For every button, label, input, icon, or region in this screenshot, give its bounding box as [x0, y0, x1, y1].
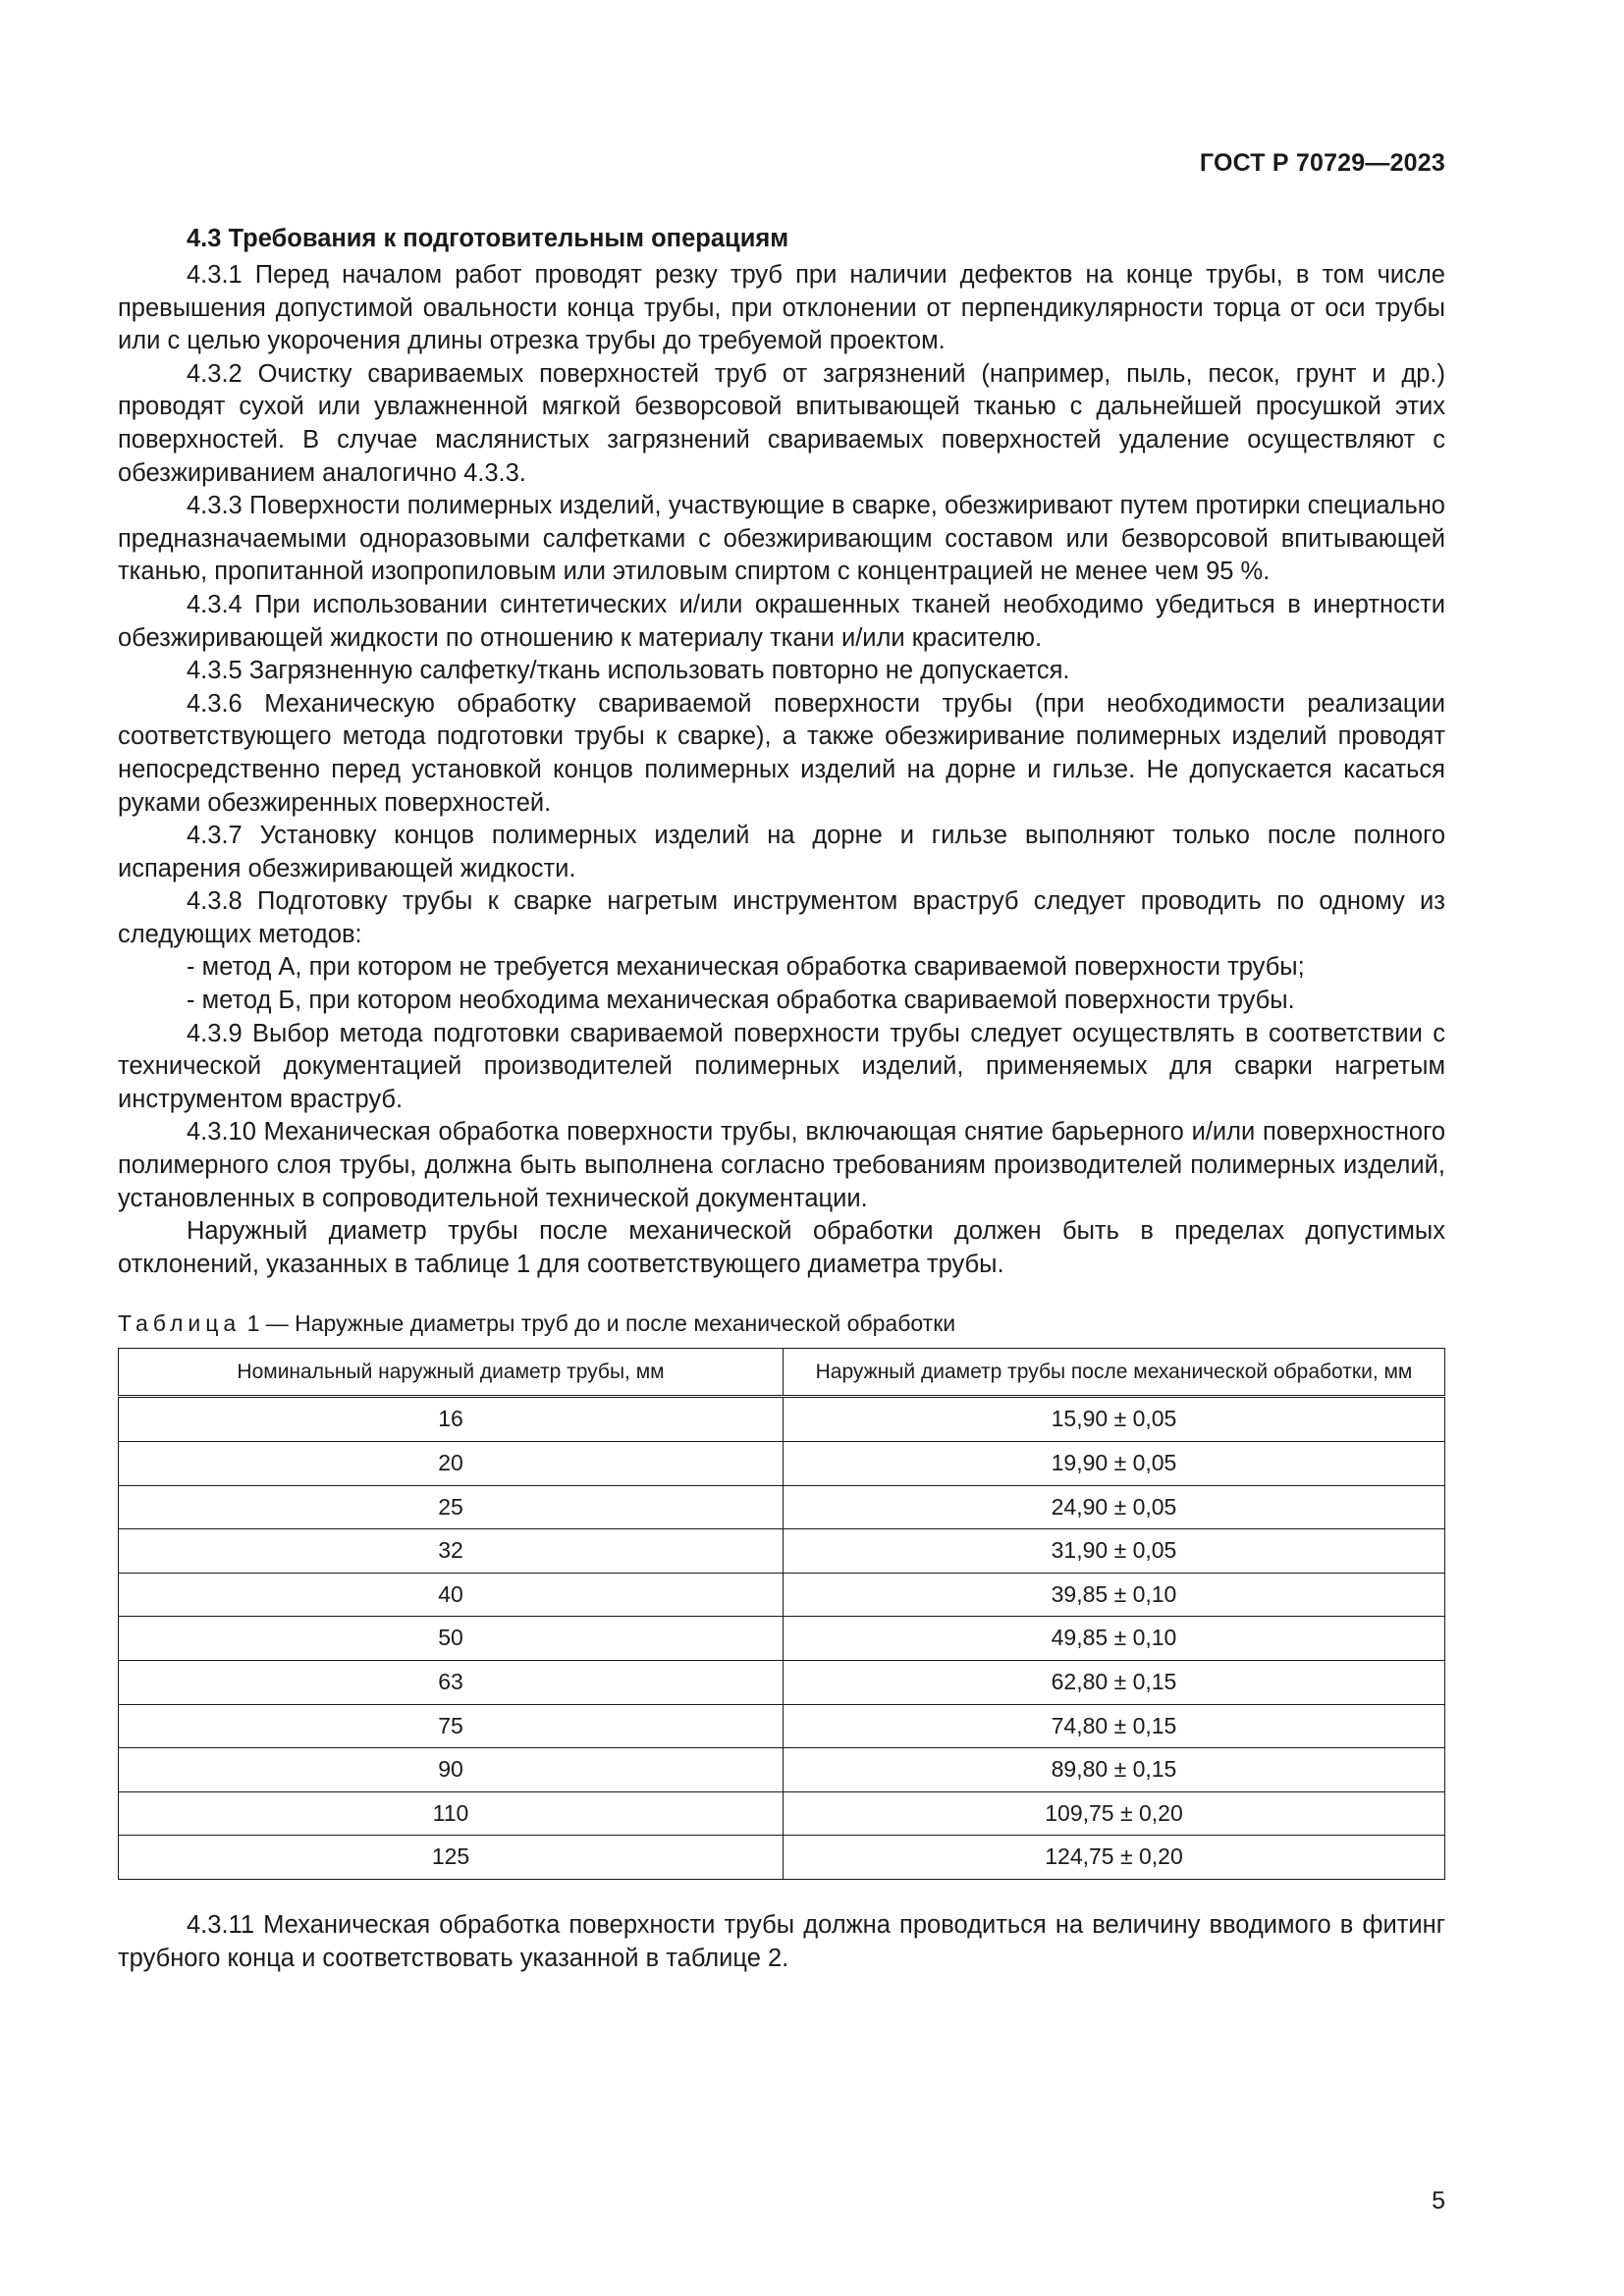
page-number: 5 — [1432, 2187, 1445, 2215]
table-row — [119, 1397, 1445, 1442]
cell-machined: 39,85 ± 0,10 — [784, 1573, 1445, 1617]
paragraph-4-3-7: 4.3.7 Установку концов полимерных изделий на дорне и гильзе выполняют только после полного испарения обезжиривающей жидкости. — [118, 822, 1445, 882]
cell-machined: 31,90 ± 0,05 — [784, 1529, 1445, 1574]
cell-nominal: 110 — [119, 1791, 784, 1836]
cell-nominal: 20 — [119, 1442, 784, 1486]
cell-machined: 74,80 ± 0,15 — [784, 1704, 1445, 1748]
cell-nominal: 25 — [119, 1485, 784, 1529]
cell-nominal: 75 — [119, 1704, 784, 1748]
paragraph-4-3-10: 4.3.10 Механическая обработка поверхности трубы, включающая снятие барьерного и/или поверхностного полимерного слоя трубы, должна быть выполнена согласно требованиям производителей полимерных изделий, установленных в сопроводительной технической документации. — [118, 1118, 1445, 1212]
table-row — [119, 1836, 1445, 1880]
table-row — [119, 1442, 1445, 1486]
table-caption-label: Таблица — [118, 1310, 242, 1337]
table-header-row — [119, 1349, 1445, 1397]
cell-nominal: 32 — [119, 1529, 784, 1574]
list-item-method-b: - метод Б, при котором необходима механическая обработка свариваемой поверхности трубы. — [187, 987, 1295, 1015]
paragraph-4-3-3: 4.3.3 Поверхности полимерных изделий, участвующие в сварке, обезжиривают путем протирки специально предназначаемыми одноразовыми салфетками с обезжиривающим составом или безворсовой впитывающей тканью, пропитанной изопропиловым или этиловым спиртом с концентрацией не менее чем 95 %. — [118, 492, 1445, 586]
paragraph-4-3-10-continued: Наружный диаметр трубы после механической обработки должен быть в пределах допустимых отклонений, указанных в таблице 1 для соответствующего диаметра трубы. — [118, 1217, 1445, 1278]
paragraph-4-3-5: 4.3.5 Загрязненную салфетку/ткань использовать повторно не допускается. — [187, 657, 1070, 685]
cell-nominal: 40 — [119, 1573, 784, 1617]
paragraph-4-3-2: 4.3.2 Очистку свариваемых поверхностей труб от загрязнений (например, пыль, песок, грунт и др.) проводят сухой или увлажненной мягкой безворсовой впитывающей тканью с дальнейшей просушкой этих поверхностей. В случае маслянистых загрязнений свариваемых поверхностей удаление осуществляют с обезжириванием аналогично 4.3.3. — [118, 359, 1445, 487]
table-row — [119, 1660, 1445, 1704]
section-title: 4.3 Требования к подготовительным операциям — [187, 225, 789, 252]
table-row — [119, 1704, 1445, 1748]
table-row — [119, 1485, 1445, 1529]
cell-machined: 19,90 ± 0,05 — [784, 1442, 1445, 1486]
table-caption — [118, 1308, 1445, 1338]
cell-machined: 124,75 ± 0,20 — [784, 1836, 1445, 1880]
table-row — [119, 1748, 1445, 1792]
diameter-table — [118, 1348, 1445, 1880]
cell-machined: 89,80 ± 0,15 — [784, 1748, 1445, 1792]
cell-machined: 109,75 ± 0,20 — [784, 1791, 1445, 1836]
document-code-header: ГОСТ Р 70729—2023 — [1199, 149, 1445, 177]
page-content — [118, 222, 1445, 1975]
list-item-method-a: - метод А, при котором не требуется механическая обработка свариваемой поверхности трубы; — [187, 953, 1305, 982]
cell-nominal: 63 — [119, 1660, 784, 1704]
paragraph-4-3-8: 4.3.8 Подготовку трубы к сварке нагретым инструментом враструб следует проводить по одному из следующих методов: — [118, 887, 1445, 948]
cell-nominal: 16 — [119, 1397, 784, 1442]
cell-nominal: 50 — [119, 1617, 784, 1661]
table-row — [119, 1529, 1445, 1574]
paragraph-4-3-4: 4.3.4 При использовании синтетических и/или окрашенных тканей необходимо убедиться в инертности обезжиривающей жидкости по отношению к материалу ткани и/или красителю. — [118, 590, 1445, 652]
paragraph-4-3-9: 4.3.9 Выбор метода подготовки свариваемой поверхности трубы следует осуществлять в соответствии с технической документацией производителей полимерных изделий, применяемых для сварки нагретым инструментом враструб. — [118, 1019, 1445, 1113]
cell-machined: 24,90 ± 0,05 — [784, 1485, 1445, 1529]
table-row — [119, 1617, 1445, 1661]
cell-nominal: 125 — [119, 1836, 784, 1880]
cell-machined: 15,90 ± 0,05 — [784, 1397, 1445, 1442]
paragraph-4-3-1: 4.3.1 Перед началом работ проводят резку труб при наличии дефектов на конце трубы, в том числе превышения допустимой овальности конца трубы, при отклонении от перпендикулярности торца от оси трубы или с целью укорочения длины отрезка трубы до требуемой проектом. — [118, 261, 1445, 355]
table-row — [119, 1791, 1445, 1836]
column-header-nominal: Номинальный наружный диаметр трубы, мм — [119, 1349, 784, 1397]
cell-machined: 62,80 ± 0,15 — [784, 1660, 1445, 1704]
paragraph-4-3-6: 4.3.6 Механическую обработку свариваемой поверхности трубы (при необходимости реализации соответствующего метода подготовки трубы к сварке), а также обезжиривание полимерных изделий проводят непосредственно перед установкой концов полимерных изделий на дорне и гильзе. Не допускается касаться руками обезжиренных поверхностей. — [118, 689, 1445, 817]
cell-nominal: 90 — [119, 1748, 784, 1792]
column-header-machined: Наружный диаметр трубы после механической обработки, мм — [784, 1349, 1445, 1397]
cell-machined: 49,85 ± 0,10 — [784, 1617, 1445, 1661]
table-row — [119, 1573, 1445, 1617]
table-caption-text: 1 — Наружные диаметры труб до и после механической обработки — [246, 1310, 956, 1337]
paragraph-4-3-11: 4.3.11 Механическая обработка поверхности трубы должна проводиться на величину вводимого в фитинг трубного конца и соответствовать указанной в таблице 2. — [118, 1910, 1445, 1972]
